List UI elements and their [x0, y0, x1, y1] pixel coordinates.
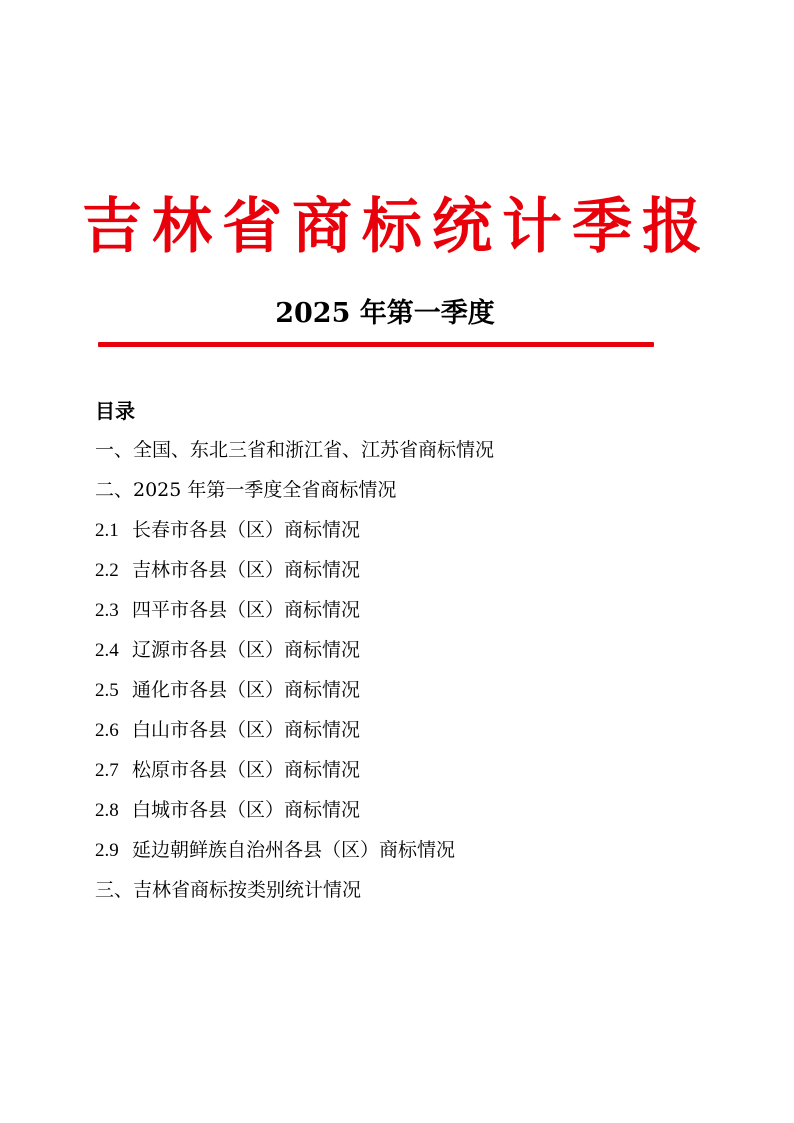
toc-item-number: 2.7 — [95, 760, 119, 781]
title-divider — [98, 342, 654, 347]
toc-item-label: 延边朝鲜族自治州各县（区）商标情况 — [132, 839, 456, 861]
toc-item-number: 2.2 — [95, 560, 119, 581]
table-of-contents — [95, 436, 494, 916]
toc-item[interactable] — [95, 636, 494, 676]
toc-item[interactable] — [95, 676, 494, 716]
report-period: 2025 年第一季度 — [275, 298, 495, 329]
toc-item[interactable] — [95, 876, 494, 916]
toc-item[interactable] — [95, 796, 494, 836]
toc-item-number: 2.8 — [95, 800, 119, 821]
toc-item[interactable] — [95, 716, 494, 756]
toc-item-label: 长春市各县（区）商标情况 — [132, 519, 361, 541]
toc-item-label: 一、全国、东北三省和浙江省、江苏省商标情况 — [95, 439, 495, 461]
toc-item-number: 2.3 — [95, 600, 119, 621]
toc-item-number: 2.5 — [95, 680, 119, 701]
toc-item[interactable] — [95, 476, 494, 516]
toc-item-label: 辽源市各县（区）商标情况 — [132, 639, 361, 661]
toc-item[interactable] — [95, 836, 494, 876]
toc-item-label: 白城市各县（区）商标情况 — [132, 799, 361, 821]
toc-item[interactable] — [95, 436, 494, 476]
toc-item-label: 吉林市各县（区）商标情况 — [132, 559, 361, 581]
toc-item-number: 2.4 — [95, 640, 119, 661]
toc-item-label: 二、2025 年第一季度全省商标情况 — [95, 479, 397, 501]
toc-item-number: 2.6 — [95, 720, 119, 741]
toc-heading: 目录 — [95, 399, 135, 423]
toc-item-number: 2.1 — [95, 520, 119, 541]
toc-item-label: 松原市各县（区）商标情况 — [132, 759, 361, 781]
toc-item[interactable] — [95, 516, 494, 556]
toc-item[interactable] — [95, 556, 494, 596]
toc-item-number: 2.9 — [95, 840, 119, 861]
toc-item-label: 通化市各县（区）商标情况 — [132, 679, 361, 701]
toc-item-label: 白山市各县（区）商标情况 — [132, 719, 361, 741]
toc-item[interactable] — [95, 596, 494, 636]
toc-item-label: 三、吉林省商标按类别统计情况 — [95, 879, 362, 901]
toc-item-label: 四平市各县（区）商标情况 — [132, 599, 361, 621]
report-title: 吉林省商标统计季报 — [82, 192, 712, 262]
toc-item[interactable] — [95, 756, 494, 796]
